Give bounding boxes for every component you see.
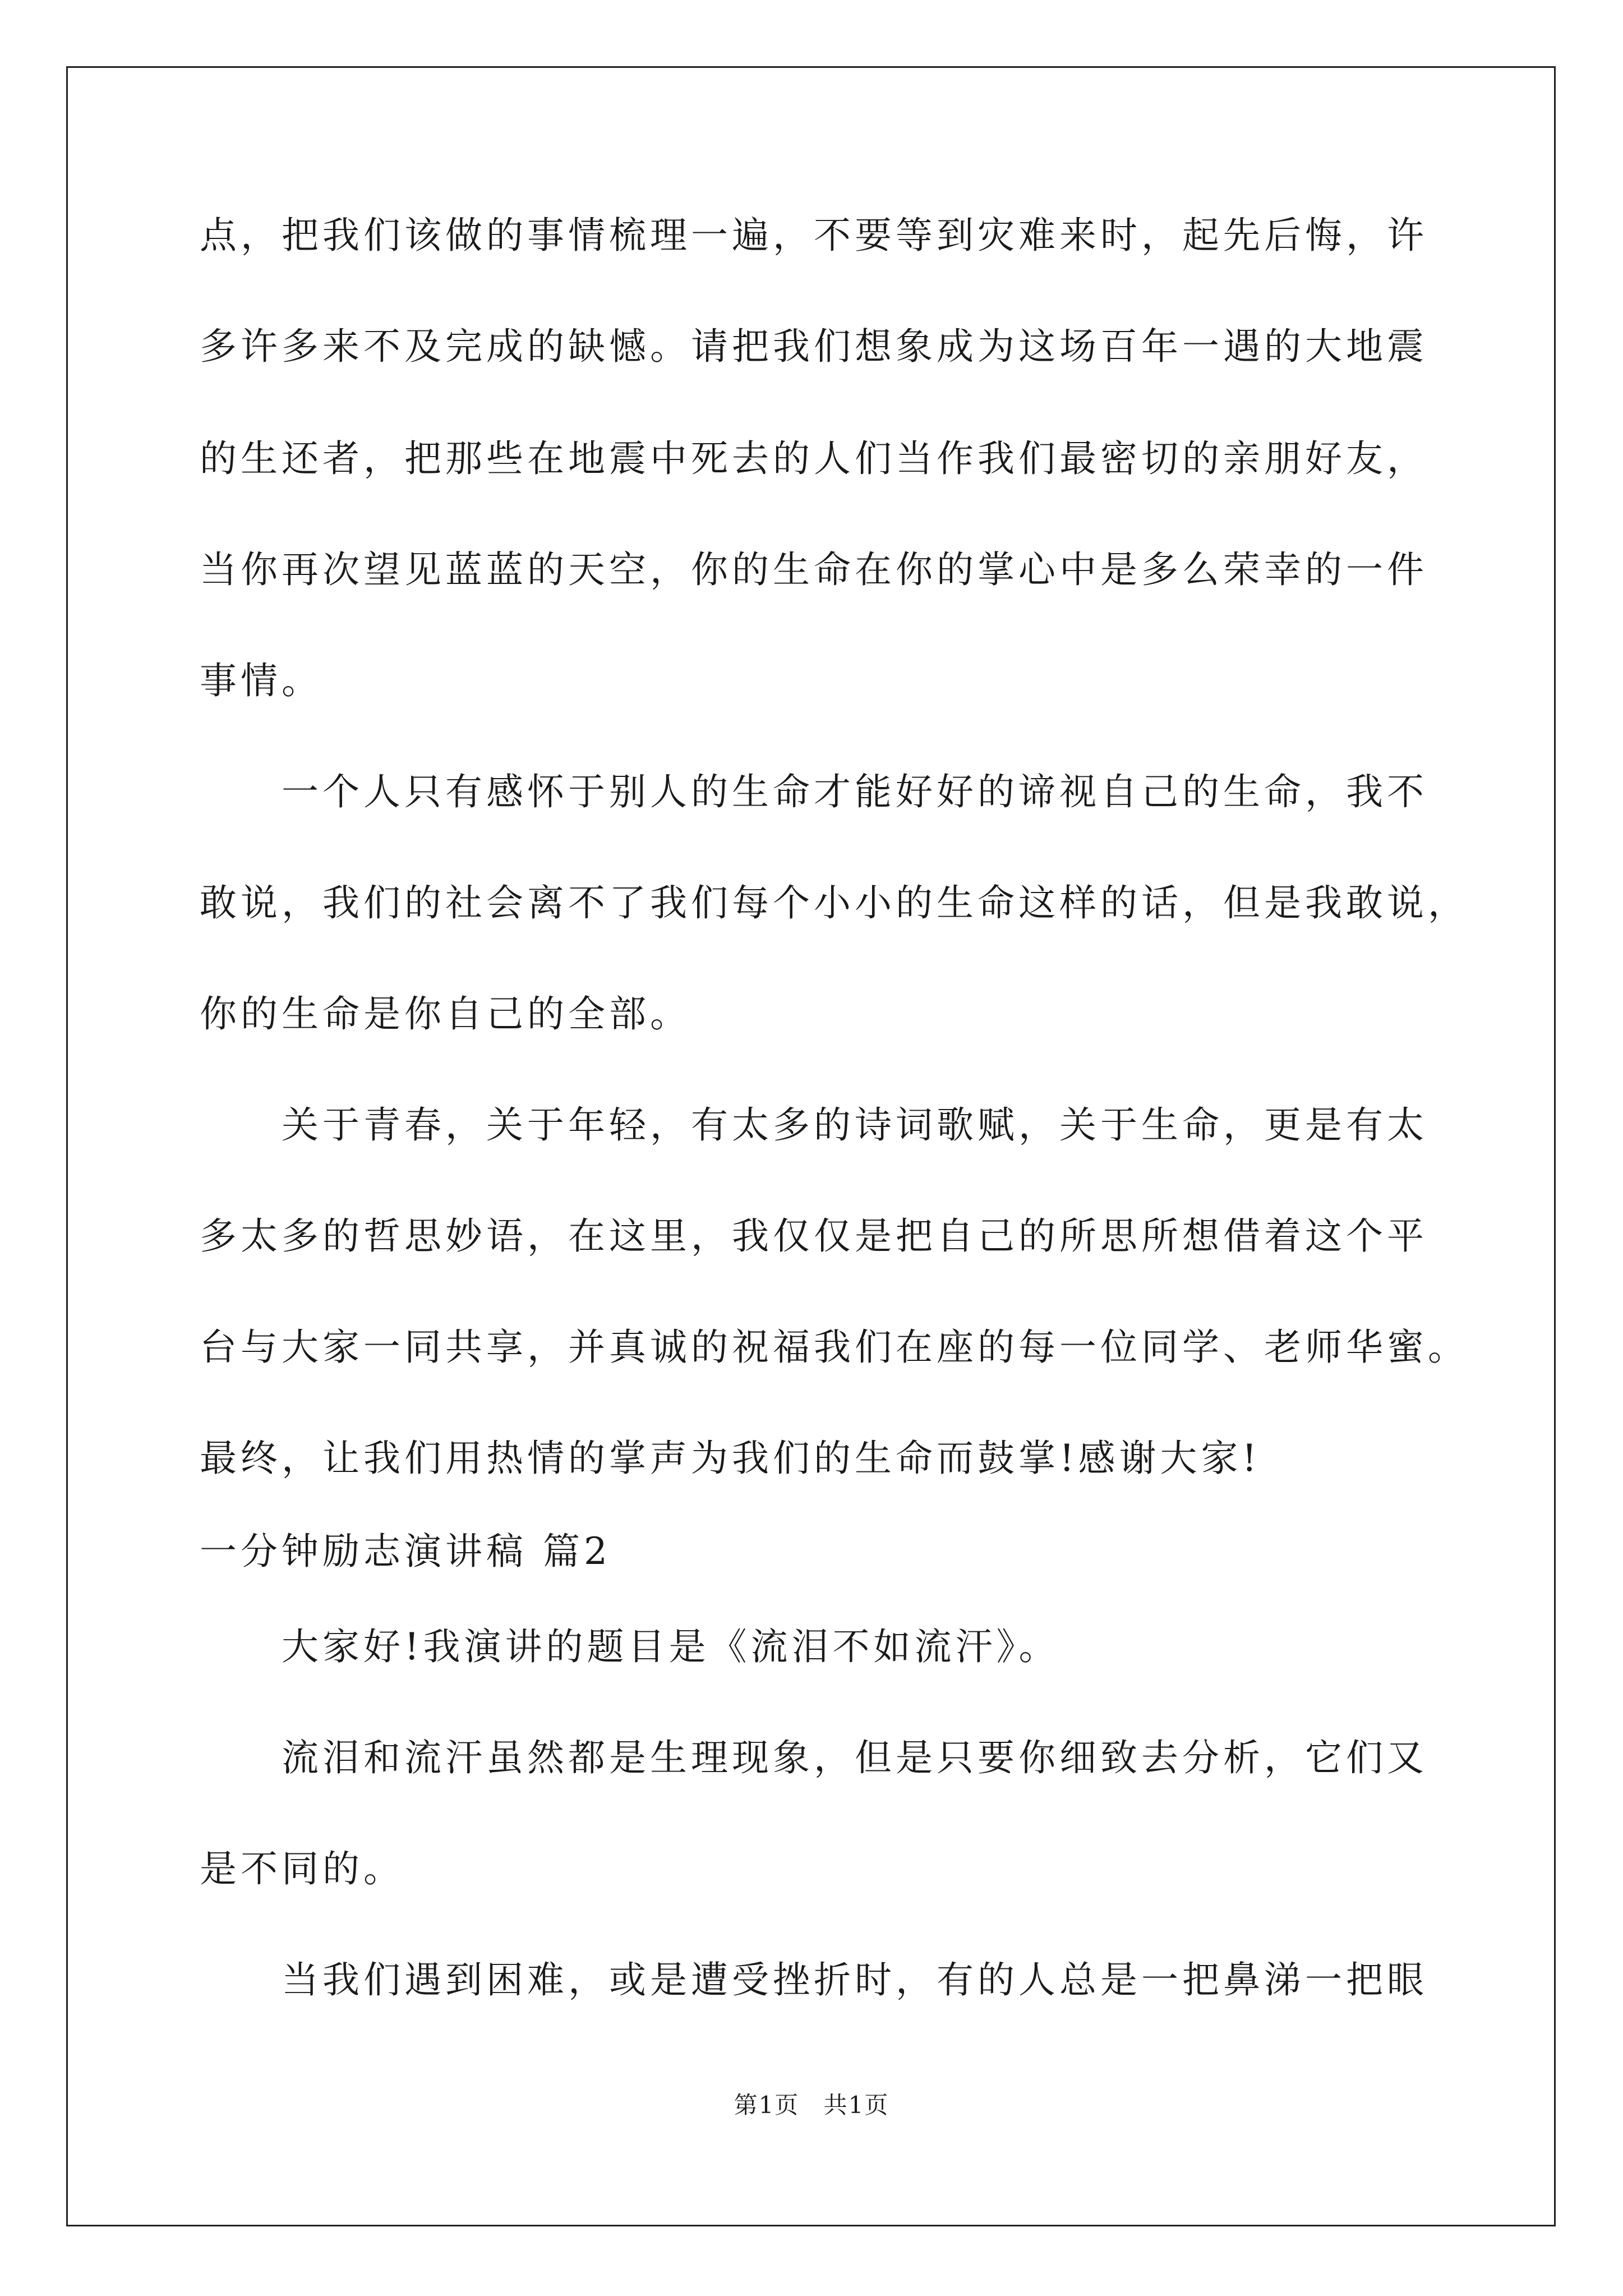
text-line: 多太多的哲思妙语，在这里，我仅仅是把自己的所思所想借着这个平: [200, 1214, 1428, 1258]
page-footer: [0, 2087, 1623, 2120]
section-heading: 一分钟励志演讲稿 篇2: [200, 1530, 611, 1573]
text-line: 敢说，我们的社会离不了我们每个小小的生命这样的话，但是我敢说，: [200, 881, 1469, 924]
text-line: 你的生命是你自己的全部。: [200, 992, 691, 1036]
text-line: 大家好!我演讲的题目是《流泪不如流汗》。: [200, 1625, 1060, 1668]
page-total: 共1页: [823, 2091, 889, 2119]
text-line: 的生还者，把那些在地震中死去的人们当作我们最密切的亲朋好友，: [200, 437, 1428, 480]
text-line: 点，把我们该做的事情梳理一遍，不要等到灾难来时，起先后悔，许: [200, 214, 1428, 257]
text-line: 多许多来不及完成的缺憾。请把我们想象成为这场百年一遇的大地震: [200, 325, 1428, 368]
text-line: 一个人只有感怀于别人的生命才能好好的谛视自己的生命，我不: [200, 770, 1428, 813]
text-line: 台与大家一同共享，并真诚的祝福我们在座的每一位同学、老师华蜜。: [200, 1326, 1469, 1369]
text-line: 当你再次望见蓝蓝的天空，你的生命在你的掌心中是多么荣幸的一件: [200, 548, 1428, 591]
text-line: 当我们遇到困难，或是遭受挫折时，有的人总是一把鼻涕一把眼: [200, 1958, 1428, 2001]
page-number: 第1页: [734, 2091, 800, 2119]
text-line: 关于青春，关于年轻，有太多的诗词歌赋，关于生命，更是有太: [200, 1103, 1428, 1147]
text-line: 事情。: [200, 659, 322, 702]
text-line: 是不同的。: [200, 1847, 404, 1890]
text-line: 流泪和流汗虽然都是生理现象，但是只要你细致去分析，它们又: [200, 1736, 1428, 1779]
text-line: 最终，让我们用热情的掌声为我们的生命而鼓掌!感谢大家!: [200, 1437, 1261, 1480]
